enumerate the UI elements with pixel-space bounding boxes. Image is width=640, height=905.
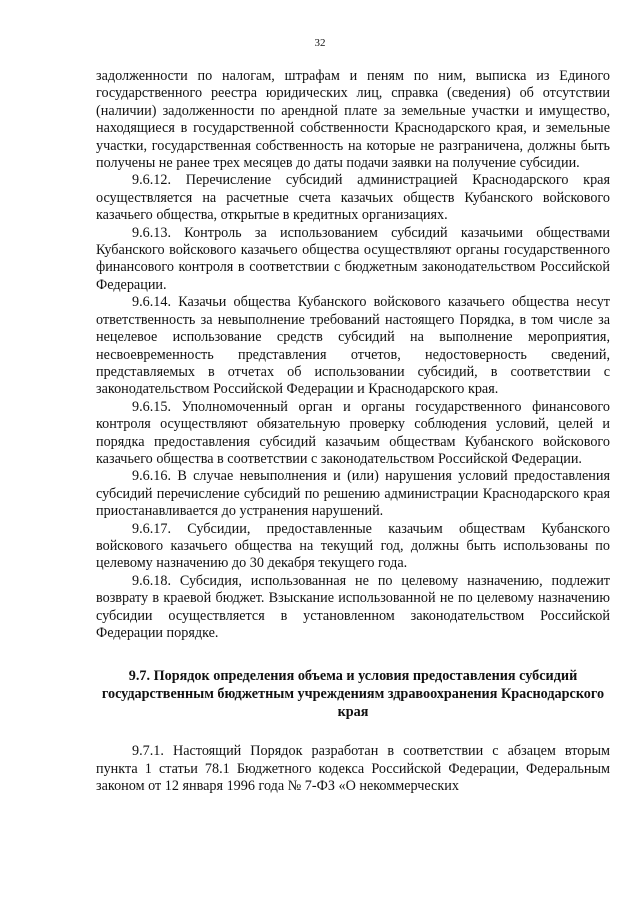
paragraph-9-6-13: 9.6.13. Контроль за использованием субсидий казачьими обществами Кубанского войскового казачьего общества осуществляют органы государственного финансового контроля в соответствии с бюджетным законодательством Российской Федерации. [96,224,610,293]
page-number: 32 [314,37,326,49]
paragraph-9-6-17: 9.6.17. Субсидии, предоставленные казачьим обществам Кубанского войскового казачьего общества на текущий год, должны быть использованы по целевому назначению до 30 декабря текущего года. [96,520,610,572]
document-body [96,68,610,795]
paragraph-9-6-12: 9.6.12. Перечисление субсидий администрацией Краснодарского края осуществляется на расчетные счета казачьих обществ Кубанского войскового казачьего общества, открытые в кредитных организациях. [96,172,610,224]
paragraph-9-6-14: 9.6.14. Казачьи общества Кубанского войскового казачьего общества несут ответственность за невыполнение требований настоящего Порядка, в том числе за нецелевое использование средств субсидий на выполнение мероприятия, несвоевременность представления отчетов, недостоверность сведений, представляемых в отчетах об использовании субсидий, в соответствии с законодательством Российской Федерации и Краснодарского края. [96,294,610,398]
paragraph-9-6-15: 9.6.15. Уполномоченный орган и органы государственного финансового контроля осуществляют обязательную проверку соблюдения условий, целей и порядка предоставления субсидий казачьим обществам Кубанского войскового казачьего общества в соответствии с законодательством Российской Федерации. [96,398,610,467]
paragraph-9-7-1: 9.7.1. Настоящий Порядок разработан в соответствии с абзацем вторым пункта 1 статьи 78.1 Бюджетного кодекса Российской Федерации, Федеральным законом от 12 января 1996 года № 7-ФЗ «О некоммерческих [96,743,610,794]
paragraph-continuation: задолженности по налогам, штрафам и пеням по ним, выписка из Единого государственного реестра юридических лиц, справка (сведения) об отсутствии (наличии) задолженности по арендной плате за земельные участки и имущество, находящиеся в государственной собственности Краснодарского края, и земельные участки, государственная собственность на которые не разграничена, должны быть получены не ранее трех месяцев до даты подачи заявки на получение субсидии. [96,68,610,172]
paragraph-9-6-16: 9.6.16. В случае невыполнения и (или) нарушения условий предоставления субсидий перечисление субсидий по решению администрации Краснодарского края приостанавливается до устранения нарушений. [96,468,610,520]
paragraph-9-6-18: 9.6.18. Субсидия, использованная не по целевому назначению, подлежит возврату в краевой бюджет. Взыскание использованной не по целевому назначению субсидии осуществляется в установленном законодательством Российской Федерации порядке. [96,572,610,641]
section-heading-9-7: 9.7. Порядок определения объема и условия предоставления субсидий государственным бюджетным учреждениям здравоохранения Краснодарского края [101,668,605,720]
